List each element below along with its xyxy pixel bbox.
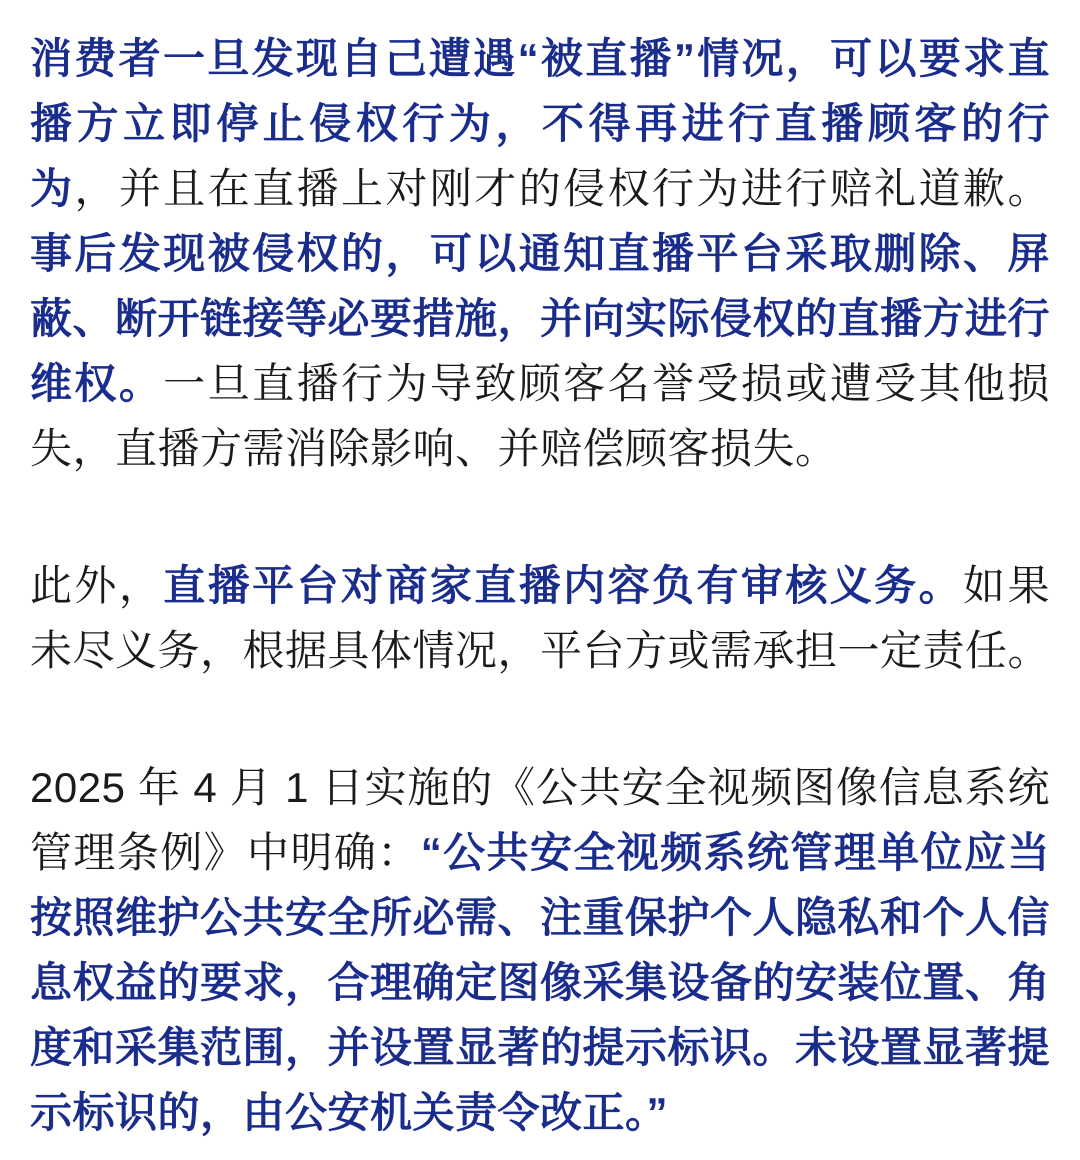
emphasized-text-segment: 直播平台对商家直播内容负有审核义务。	[163, 562, 964, 609]
text-segment: 如果未尽义务，根据具体情况，平台方或需承担一定责任。	[30, 562, 1051, 674]
paragraph	[30, 553, 1050, 683]
text-segment: 一旦直播行为导致顾客名誉受损或遭受其他损失，直播方需消除影响、并赔偿顾客损失。	[30, 360, 1050, 472]
emphasized-text-segment: 事后发现被侵权的，可以通知直播平台采取删除、屏蔽、断开链接等必要措施，并向实际侵权的直播方进行维权。	[30, 230, 1051, 407]
paragraph	[30, 26, 1050, 481]
text-segment: ，并且在直播上对刚才的侵权行为进行赔礼道歉。	[74, 165, 1050, 212]
paragraph	[30, 755, 1050, 1145]
text-segment: 此外，	[30, 562, 164, 609]
text-segment: 2025 年 4 月 1 日实施的《公共安全视频图像信息系统管理条例》中明确：	[30, 764, 1050, 876]
article-paragraphs	[30, 26, 1050, 1145]
emphasized-text-segment: “公共安全视频系统管理单位应当按照维护公共安全所必需、注重保护个人隐私和个人信息权益的要求，合理确定图像采集设备的安装位置、角度和采集范围，并设置显著的提示标识。未设置显著提示标识的，由公安机关责令改正。”	[30, 829, 1051, 1136]
emphasized-text-segment: 消费者一旦发现自己遭遇“被直播”情况，可以要求直播方立即停止侵权行为，不得再进行直播顾客的行为	[30, 35, 1050, 212]
